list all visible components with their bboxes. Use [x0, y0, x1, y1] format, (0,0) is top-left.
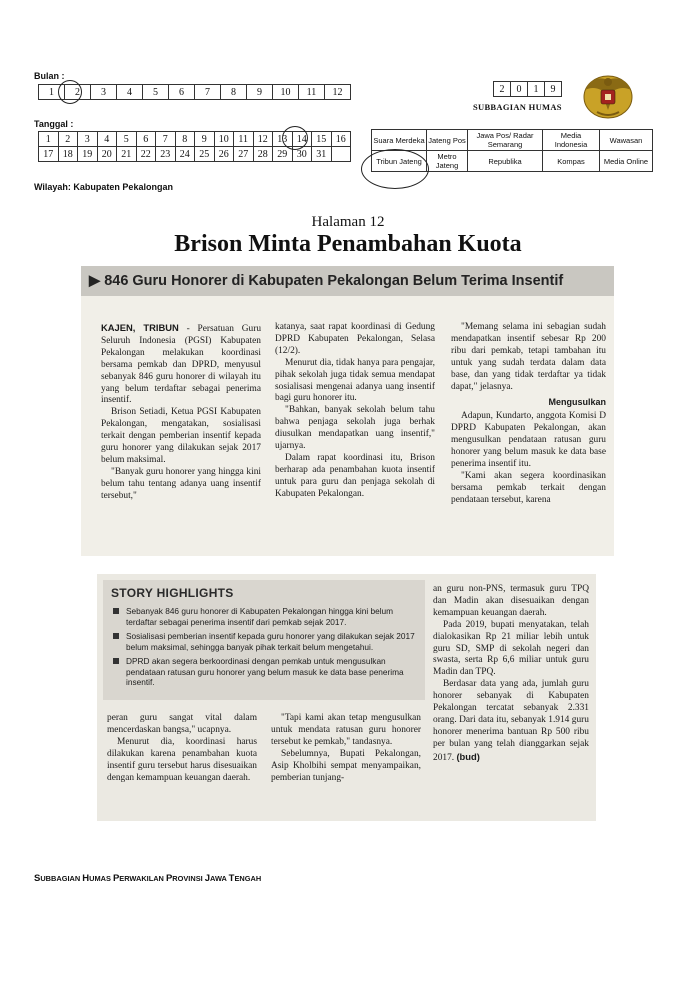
bulan-cell: 3	[91, 85, 117, 100]
tanggal-cell: 31	[312, 147, 332, 162]
tanggal-cell: 4	[97, 132, 117, 147]
tanggal-cell: 5	[117, 132, 137, 147]
paragraph: Dalam rapat koordinasi itu, Brison berharap ada penambahan kuota insentif untuk para guru dan penjaga sekolah di Kabupaten Pekalongan.	[275, 452, 435, 499]
year-digit-cell: 2	[494, 82, 511, 97]
tanggal-cell: 20	[97, 147, 117, 162]
paragraph: Sebelumnya, Bupati Pekalongan, Asip Kholbihi sempat menyampaikan, pemberian tunjang-	[271, 748, 421, 783]
tanggal-cell: 17	[39, 147, 59, 162]
tanggal-cell: 25	[195, 147, 215, 162]
tanggal-cell: 21	[117, 147, 137, 162]
year-digit-cell: 9	[545, 82, 562, 97]
square-bullet-icon	[113, 658, 119, 664]
lead-paragraph: KAJEN, TRIBUN - Persatuan Guru Seluruh Indonesia (PGSI) Kabupaten Pekalongan melakukan koordinasi bersama pemkab dan DPRD, menyusul sebanyak 846 guru honorer di wilayah itu yang belum terdaftar sebagai penerima insentif.	[101, 322, 262, 406]
tanggal-cell: 18	[58, 147, 78, 162]
list-item: Sebanyak 846 guru honorer di Kabupaten Pekalongan hingga kini belum terdaftar sebagai penerima insentif dari pemkab sejak 2017.	[113, 606, 418, 627]
subheading: Mengusulkan	[548, 397, 606, 408]
wilayah-label: Wilayah: Kabupaten Pekalongan	[34, 182, 173, 192]
bulan-cell: 11	[299, 85, 325, 100]
paragraph: "Memang selama ini sebagian sudah mendapatkan insentif sebesar Rp 200 ribu dari pemkab, tetapi tambahan itu untuk yang sudah terdata dalam data base, dan yang tidak terdaftar ya tidak dapat," jelasnya.	[451, 322, 606, 392]
media-cell: Jateng Pos	[427, 130, 468, 151]
article-column-6	[433, 584, 589, 765]
story-highlights-list	[113, 606, 418, 692]
list-item: Sosialisasi pemberian insentif kepada guru honorer yang dilakukan sejak 2017 belum maksimal, sehingga banyak pihak terkait belum mengetahui.	[113, 631, 418, 652]
tanggal-cell: 24	[175, 147, 195, 162]
article-column-4	[107, 713, 257, 784]
story-highlights-title: STORY HIGHLIGHTS	[111, 586, 234, 600]
tanggal-cell: 9	[195, 132, 215, 147]
news-clipping-bottom	[97, 574, 596, 821]
subbagian-humas: SUBBAGIAN HUMAS	[473, 102, 562, 112]
tanggal-cell: 6	[136, 132, 156, 147]
tanggal-cell: 8	[175, 132, 195, 147]
tanggal-cell: 13	[273, 132, 293, 147]
year-digit-cell: 1	[528, 82, 545, 97]
bulan-cell: 4	[117, 85, 143, 100]
paragraph: an guru non-PNS, termasuk guru TPQ dan Madin akan disesuaikan dengan kemampuan keuangan daerah.	[433, 584, 589, 618]
tanggal-cell: 7	[156, 132, 176, 147]
tanggal-cell: 1	[39, 132, 59, 147]
media-cell: Metro Jateng	[427, 151, 468, 172]
bulan-cell: 10	[273, 85, 299, 100]
bulan-cell: 1	[39, 85, 65, 100]
footer-text: SUBBAGIAN HUMAS PERWAKILAN PROVINSI JAWA TENGAH	[34, 873, 262, 884]
media-cell-selected: Tribun Jateng	[372, 151, 427, 172]
paragraph: Brison Setiadi, Ketua PGSI Kabupaten Pekalongan, mengatakan, sosialisasi terkait dengan pemberian insentif kepada guru honorer yang dilakukan sejak 2017 belum maksimal.	[101, 407, 261, 465]
paragraph: Menurut dia, tidak hanya para pengajar, pihak sekolah juga tidak semua mendapat sosialisasi mengenai adanya uang insentif bagi guru honorer itu.	[275, 357, 435, 404]
tanggal-label: Tanggal :	[34, 119, 74, 129]
tanggal-cell: 19	[78, 147, 98, 162]
bulan-cell: 5	[143, 85, 169, 100]
byline: (bud)	[456, 750, 480, 762]
square-bullet-icon	[113, 608, 119, 614]
paragraph: Menurut dia, koordinasi harus dilakukan karena penambahan kuota insentif guru tersebut harus disesuaikan dengan kemampuan keuangan daerah.	[107, 736, 257, 783]
tanggal-cell: 14	[292, 132, 312, 147]
media-cell: Media Indonesia	[543, 130, 600, 151]
media-cell: Wawasan	[600, 130, 653, 151]
tanggal-cell: 2	[58, 132, 78, 147]
media-cell: Republika	[468, 151, 543, 172]
square-bullet-icon	[113, 633, 119, 639]
tanggal-cell: 15	[312, 132, 332, 147]
bulan-cell: 6	[169, 85, 195, 100]
tanggal-cell: 22	[136, 147, 156, 162]
garuda-emblem-icon	[579, 70, 637, 122]
bulan-cell: 2	[65, 85, 91, 100]
tanggal-cell: 16	[331, 132, 351, 147]
paragraph: peran guru sangat vital dalam mencerdaskan bangsa," ucapnya.	[107, 713, 257, 735]
year-digit-cell: 0	[511, 82, 528, 97]
tanggal-cell: 12	[253, 132, 273, 147]
paragraph: "Banyak guru honorer yang hingga kini belum tahu tentang adanya uang insentif tersebut,"	[101, 466, 261, 501]
tanggal-cell: 23	[156, 147, 176, 162]
news-clipping-top	[81, 266, 614, 556]
bulan-cell: 9	[247, 85, 273, 100]
paragraph: katanya, saat rapat koordinasi di Gedung DPRD Kabupaten Pekalongan, Selasa (12/2).	[275, 322, 435, 356]
media-selection-circle	[361, 149, 429, 189]
bulan-label: Bulan :	[34, 71, 65, 81]
paragraph: Adapun, Kundarto, anggota Komisi D DPRD Kabupaten Pekalongan, akan mengusulkan pendataan ratusan guru honorer yang belum masuk ke data base penerima insentif itu.	[451, 411, 606, 469]
media-cell: Suara Merdeka	[372, 130, 427, 151]
year-grid	[493, 81, 562, 97]
article-column-3	[451, 322, 606, 507]
bulan-cell: 12	[325, 85, 351, 100]
tanggal-cell: 26	[214, 147, 234, 162]
tanggal-cell-empty	[331, 147, 351, 162]
page-number: Halaman 12	[311, 214, 385, 230]
paragraph: "Tapi kami akan tetap mengusulkan untuk mendata ratusan guru honorer tersebut ke pemkab," tandasnya.	[271, 713, 421, 747]
paragraph: Pada 2019, bupati menyatakan, telah dialokasikan Rp 21 miliar lebih untuk guru SD, SMP di sekolah negeri dan swasta, serta Rp 6,6 miliar untuk guru Madin dan TPQ.	[433, 619, 589, 678]
paragraph: Berdasar data yang ada, jumlah guru honorer sebanyak di Kabupaten Pekalongan tercatat sebanyak 2.331 orang. Dari data itu, sebanyak 1.914 guru honorer menerima bantuan Rp 500 ribu per bulan yang telah dianggarkan sejak 2017. (bud)	[433, 679, 589, 763]
triangle-right-icon: ▶	[89, 273, 101, 289]
paragraph: "Bahkan, banyak sekolah belum tahu bahwa penjaga sekolah juga berhak diusulkan mendapatkan uang insentif," ujarnya.	[275, 405, 435, 452]
article-column-5	[271, 713, 421, 784]
tanggal-cell: 11	[234, 132, 254, 147]
paragraph: "Kami akan segera koordinasikan bersama pemkab terkait dengan pendataan tersebut, karena	[451, 470, 606, 505]
tanggal-cell: 28	[253, 147, 273, 162]
headline: Brison Minta Penambahan Kuota	[174, 231, 522, 257]
bulan-cell: 8	[221, 85, 247, 100]
media-cell: Kompas	[543, 151, 600, 172]
tanggal-selection-circle	[282, 126, 308, 150]
tanggal-cell: 27	[234, 147, 254, 162]
kicker-bar	[81, 266, 614, 296]
bulan-selection-circle	[58, 80, 82, 104]
kicker-text: 846 Guru Honorer di Kabupaten Pekalongan Belum Terima Insentif	[104, 273, 564, 289]
media-cell: Jawa Pos/ Radar Semarang	[468, 130, 543, 151]
tanggal-cell: 3	[78, 132, 98, 147]
dateline: KAJEN, TRIBUN	[101, 322, 179, 333]
list-item: DPRD akan segera berkoordinasi dengan pemkab untuk mengusulkan pendataan ratusan guru honorer yang belum masuk ke data base penerima insentif.	[113, 656, 418, 688]
article-column-1	[101, 322, 261, 503]
tanggal-cell: 10	[214, 132, 234, 147]
bulan-cell: 7	[195, 85, 221, 100]
media-cell: Media Online	[600, 151, 653, 172]
tanggal-cell: 30	[292, 147, 312, 162]
bulan-grid	[38, 84, 351, 100]
tanggal-cell: 29	[273, 147, 293, 162]
story-highlights-box	[103, 580, 425, 700]
article-column-2	[275, 322, 435, 501]
